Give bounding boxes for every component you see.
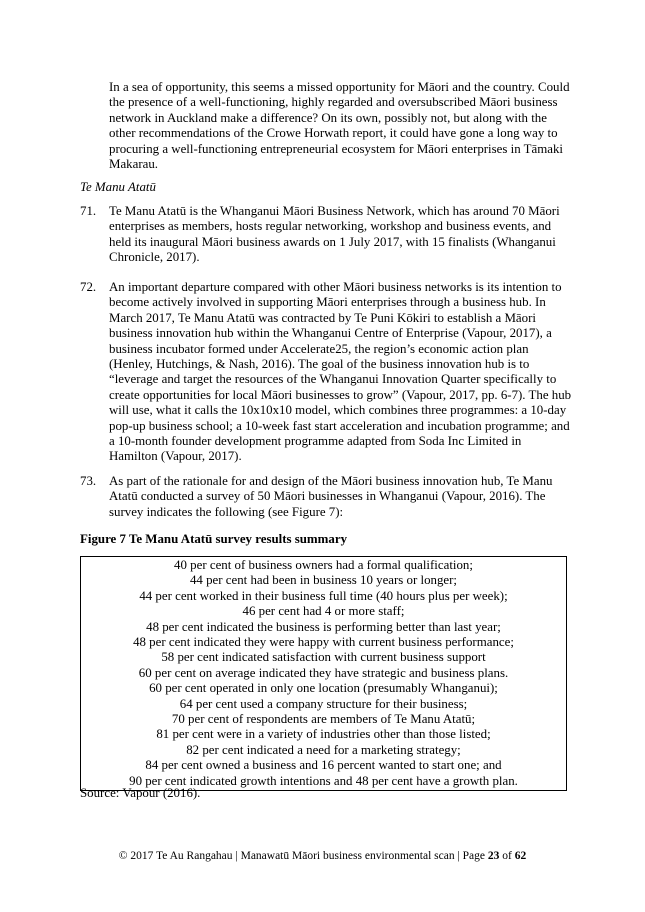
- section-heading: Te Manu Atatū: [80, 180, 156, 194]
- survey-line: 58 per cent indicated satisfaction with current business support: [161, 650, 486, 665]
- survey-line: 70 per cent of respondents are members of Te Manu Atatū;: [171, 712, 476, 727]
- survey-line: 82 per cent indicated a need for a marketing strategy;: [186, 742, 461, 757]
- footer-of: of: [499, 850, 515, 862]
- survey-line: 90 per cent indicated growth intentions and 48 per cent have a growth plan.: [129, 773, 518, 788]
- survey-line: 60 per cent operated in only one location (presumably Whanganui);: [149, 681, 498, 696]
- paragraph-text: An important departure compared with other Māori business networks is its intention to become actively involved in supporting Māori enterprises through a business hub. In March 2017, Te Manu Atatū was contracted by Te Puni Kōkiri to establish a Māori business innovation hub within the Whanganui Centre of Enterprise (Vapour, 2017), a business incubator formed under Accelerate25, the region’s economic action plan (Henley, Hutchings, & Nash, 2016). The goal of the business innovation hub is to “leverage and target the resources of the Whanganui Innovation Quarter specifically to create opportunities for local Māori businesses to grow” (Vapour, 2017, pp. 6-7). The hub will use, what it calls the 10x10x10 model, which combines three programmes: a 10-day pop-up business school; a 10-week fast start acceleration and incubation programme; and a 10-month founder development programme adapted from Soda Inc Limited in Hamilton (Vapour, 2017).: [109, 280, 572, 464]
- paragraph-text: As part of the rationale for and design of the Māori business innovation hub, Te Manu Atatū conducted a survey of 50 Māori businesses in Whanganui (Vapour, 2016). The survey indicates the following (see Figure 7):: [109, 474, 553, 519]
- figure-caption: Figure 7 Te Manu Atatū survey results summary: [80, 532, 348, 546]
- page-footer: [0, 849, 645, 864]
- survey-results-box: [80, 556, 567, 791]
- survey-line: 81 per cent were in a variety of industries other than those listed;: [156, 727, 491, 742]
- survey-line: 48 per cent indicated they were happy with current business performance;: [133, 635, 514, 650]
- page-number-total: 62: [514, 850, 527, 862]
- footer-text: © 2017 Te Au Rangahau | Manawatū Māori business environmental scan | Page: [118, 850, 488, 862]
- survey-line: 60 per cent on average indicated they have strategic and business plans.: [138, 665, 509, 680]
- survey-line: 40 per cent of business owners had a formal qualification;: [174, 558, 473, 572]
- survey-line: 84 per cent owned a business and 16 percent wanted to start one; and: [145, 758, 502, 773]
- numbered-paragraph-72: [80, 280, 573, 465]
- survey-line: 64 per cent used a company structure for their business;: [179, 696, 468, 711]
- survey-line: 46 per cent had 4 or more staff;: [242, 604, 405, 619]
- paragraph-number: 73.: [80, 474, 97, 488]
- survey-line: 44 per cent had been in business 10 years or longer;: [189, 573, 458, 588]
- paragraph-number: 72.: [80, 280, 97, 294]
- numbered-paragraph-73: [80, 474, 573, 520]
- page-number-current: 23: [487, 850, 500, 862]
- numbered-paragraph-71: [80, 204, 573, 266]
- survey-line: 48 per cent indicated the business is performing better than last year;: [146, 619, 501, 634]
- intro-paragraph: In a sea of opportunity, this seems a missed opportunity for Māori and the country. Could the presence of a well-functioning, highly regarded and oversubscribed Māori business network in Auckland make a difference? On its own, possibly not, but along with the other recommendations of the Crowe Horwath report, it could have gone a long way to procuring a well-functioning entrepreneurial ecosystem for Māori enterprises in Tāmaki Makarau.: [109, 80, 570, 172]
- figure-source: Source: Vapour (2016).: [80, 786, 201, 800]
- paragraph-number: 71.: [80, 204, 97, 218]
- survey-line: 44 per cent worked in their business full time (40 hours plus per week);: [139, 588, 508, 603]
- paragraph-text: Te Manu Atatū is the Whanganui Māori Business Network, which has around 70 Māori enterprises as members, hosts regular networking, workshop and business events, and held its inaugural Māori business awards on 1 July 2017, with 15 finalists (Whanganui Chronicle, 2017).: [109, 204, 560, 265]
